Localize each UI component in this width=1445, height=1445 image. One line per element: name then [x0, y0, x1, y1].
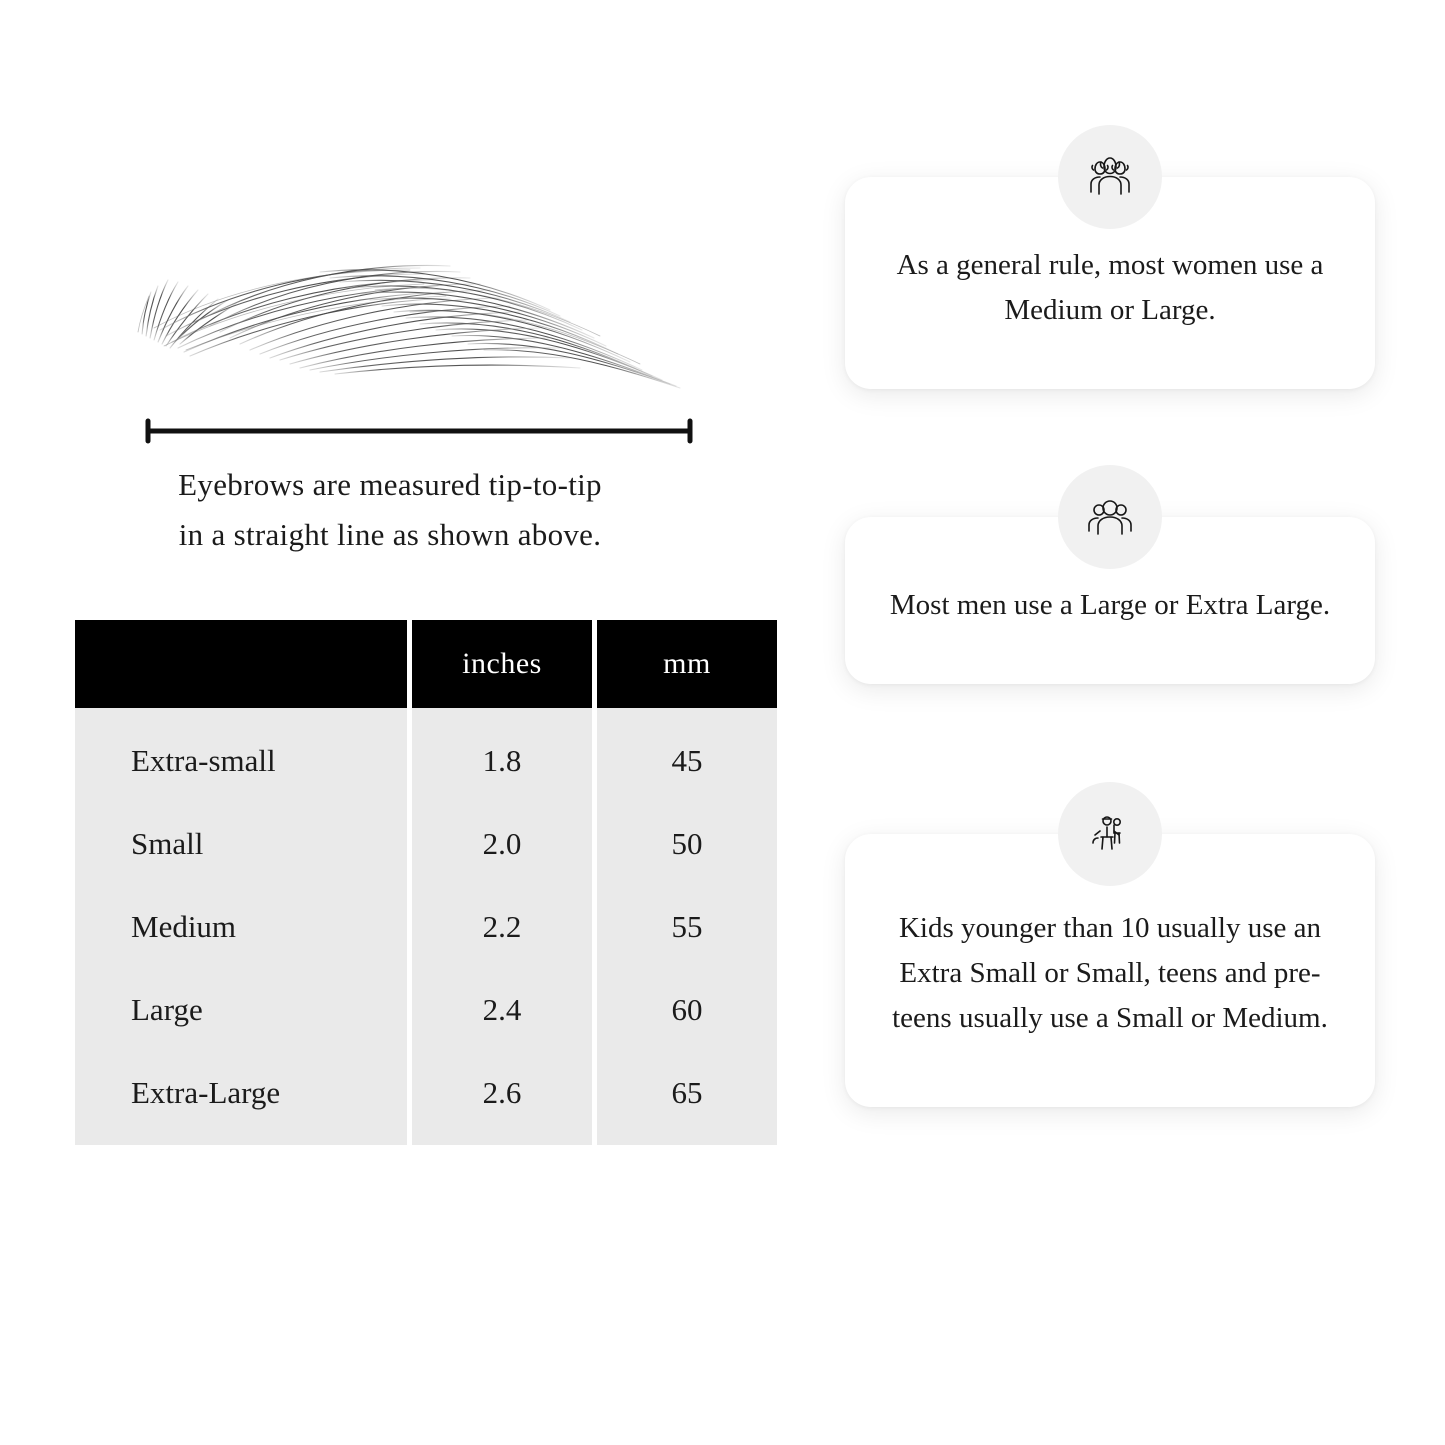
kids-group-icon	[1058, 782, 1162, 886]
info-card-text: Kids younger than 10 usually use an Extra Small or Small, teens and pre-teens usually use a Small or Medium.	[892, 911, 1328, 1034]
cell-mm: 55	[597, 885, 777, 968]
size-table-head	[75, 620, 777, 708]
table-row	[75, 968, 777, 1051]
cell-inches: 1.8	[412, 708, 592, 802]
caption-line-2: in a straight line as shown above.	[178, 517, 602, 553]
cell-inches: 2.2	[412, 885, 592, 968]
cell-mm: 50	[597, 802, 777, 885]
header-mm: mm	[597, 620, 777, 708]
size-table-body	[75, 708, 777, 1145]
info-card-text: Most men use a Large or Extra Large.	[889, 588, 1331, 621]
cell-size-name: Large	[75, 968, 407, 1051]
cell-mm: 65	[597, 1051, 777, 1145]
cell-size-name: Small	[75, 802, 407, 885]
eyebrow-illustration-icon	[120, 220, 700, 400]
caption-line-1: Eyebrows are measured tip-to-tip	[178, 467, 602, 502]
info-card-kids	[845, 834, 1375, 1107]
cell-inches: 2.4	[412, 968, 592, 1051]
size-table	[70, 620, 782, 1145]
right-column	[845, 165, 1375, 1187]
left-column	[70, 150, 770, 1145]
info-card-men	[845, 517, 1375, 684]
header-size	[75, 620, 407, 708]
cell-inches: 2.0	[412, 802, 592, 885]
measurement-bar-icon	[143, 415, 695, 445]
cell-mm: 60	[597, 968, 777, 1051]
cell-mm: 45	[597, 708, 777, 802]
cell-inches: 2.6	[412, 1051, 592, 1145]
table-row	[75, 802, 777, 885]
table-row	[75, 1051, 777, 1145]
men-group-icon	[1058, 465, 1162, 569]
table-row	[75, 885, 777, 968]
table-row	[75, 708, 777, 802]
figure-caption	[70, 460, 710, 560]
info-card-women	[845, 177, 1375, 389]
cell-size-name: Medium	[75, 885, 407, 968]
eyebrow-figure	[70, 150, 710, 450]
table-header-row	[75, 620, 777, 708]
women-group-icon	[1058, 125, 1162, 229]
header-inches: inches	[412, 620, 592, 708]
cell-size-name: Extra-small	[75, 708, 407, 802]
info-card-text: As a general rule, most women use a Medium or Large.	[896, 249, 1324, 326]
cell-size-name: Extra-Large	[75, 1051, 407, 1145]
